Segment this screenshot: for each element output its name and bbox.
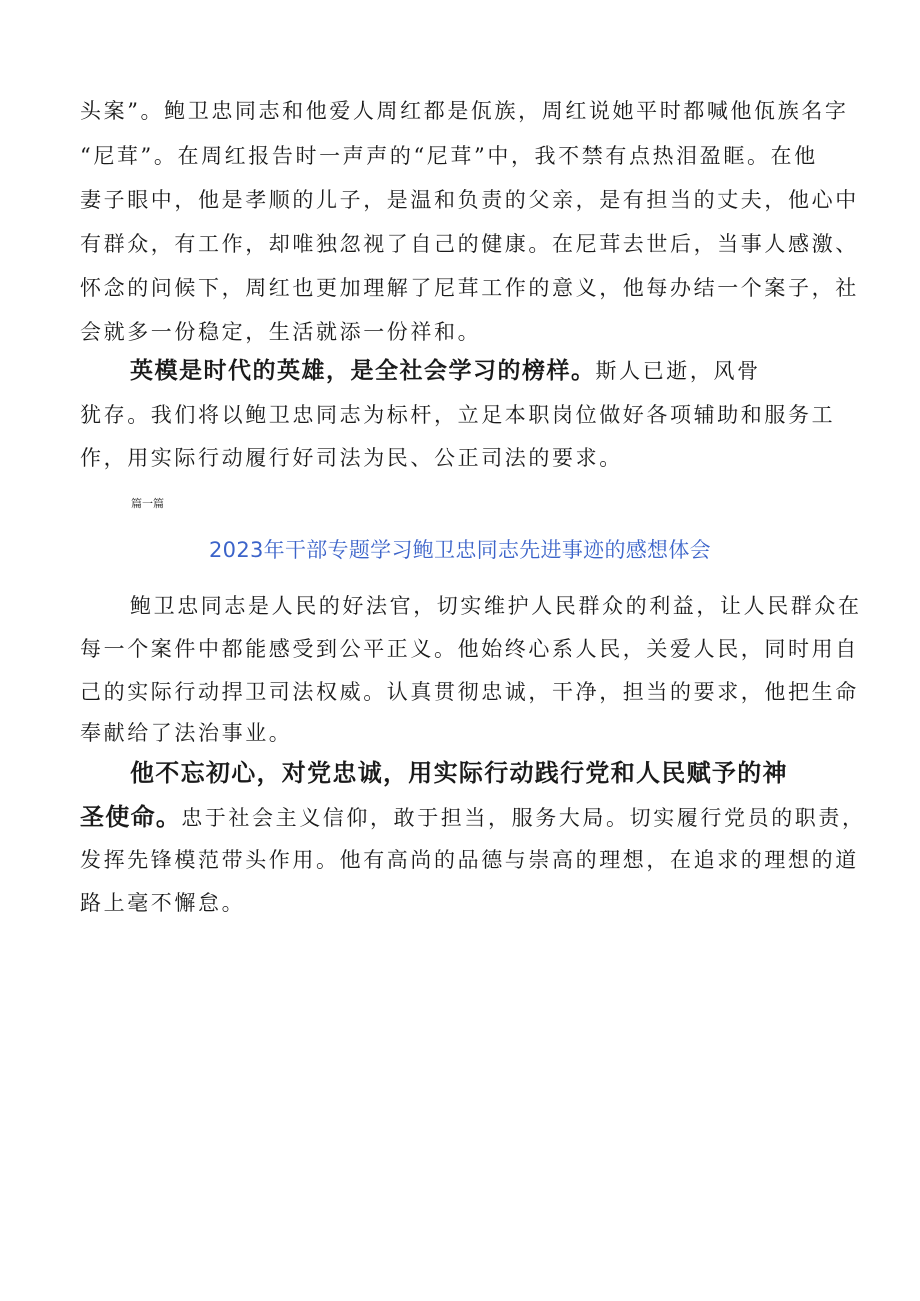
section-title: 2023年干部专题学习鲍卫忠同志先进事迹的感想体会 xyxy=(209,538,711,562)
body-text: 斯人已逝，风骨 xyxy=(595,359,761,383)
body-text-line: 头案”。鲍卫忠同志和他爱人周红都是佤族，周红说她平时都喊他佤族名字 xyxy=(80,99,849,123)
emphasis-text: 他不忘初心，对党忠诚，用实际行动践行党和人民赋予的神 xyxy=(130,758,788,787)
body-text-line: 有群众，有工作，却唯独忽视了自己的健康。在尼茸去世后，当事人感激、 xyxy=(80,232,859,256)
section-label: 篇一篇 xyxy=(131,497,164,510)
body-paragraph-first-line xyxy=(130,356,761,386)
body-text-line: 犹存。我们将以鲍卫忠同志为标杆，立足本职岗位做好各项辅助和服务工 xyxy=(80,403,836,427)
body-text-line: 奉献给了法治事业。 xyxy=(80,721,293,745)
emphasis-text: 圣使命。 xyxy=(80,802,182,831)
body-text-line: 会就多一份稳定，生活就添一份祥和。 xyxy=(80,320,482,344)
body-text-line: 每一个案件中都能感受到公平正义。他始终心系人民，关爱人民，同时用自 xyxy=(80,637,859,661)
body-text-line: 鲍卫忠同志是人民的好法官，切实维护人民群众的利益，让人民群众在 xyxy=(130,594,862,618)
body-text-line: “尼茸”。在周红报告时一声声的“尼茸”中，我不禁有点热泪盈眶。在他 xyxy=(80,144,818,168)
body-text-line: 怀念的问候下，周红也更加理解了尼茸工作的意义，他每办结一个案子，社 xyxy=(80,276,859,300)
body-text-line: 妻子眼中，他是孝顺的儿子，是温和负责的父亲，是有担当的丈夫，他心中 xyxy=(80,188,859,212)
body-text-line xyxy=(80,802,866,833)
body-text-line: 发挥先锋模范带头作用。他有高尚的品德与崇高的理想，在追求的理想的道 xyxy=(80,848,859,872)
body-text: 忠于社会主义信仰，敢于担当，服务大局。切实履行党员的职责， xyxy=(181,806,866,830)
body-paragraph-first-line xyxy=(130,758,788,789)
body-text-line: 己的实际行动捍卫司法权威。认真贯彻忠诚，干净，担当的要求，他把生命 xyxy=(80,680,859,704)
body-text-line: 作，用实际行动履行好司法为民、公正司法的要求。 xyxy=(80,446,623,470)
emphasis-text: 英模是时代的英雄，是全社会学习的榜样。 xyxy=(130,357,596,384)
body-text-line: 路上毫不懈怠。 xyxy=(80,891,246,915)
